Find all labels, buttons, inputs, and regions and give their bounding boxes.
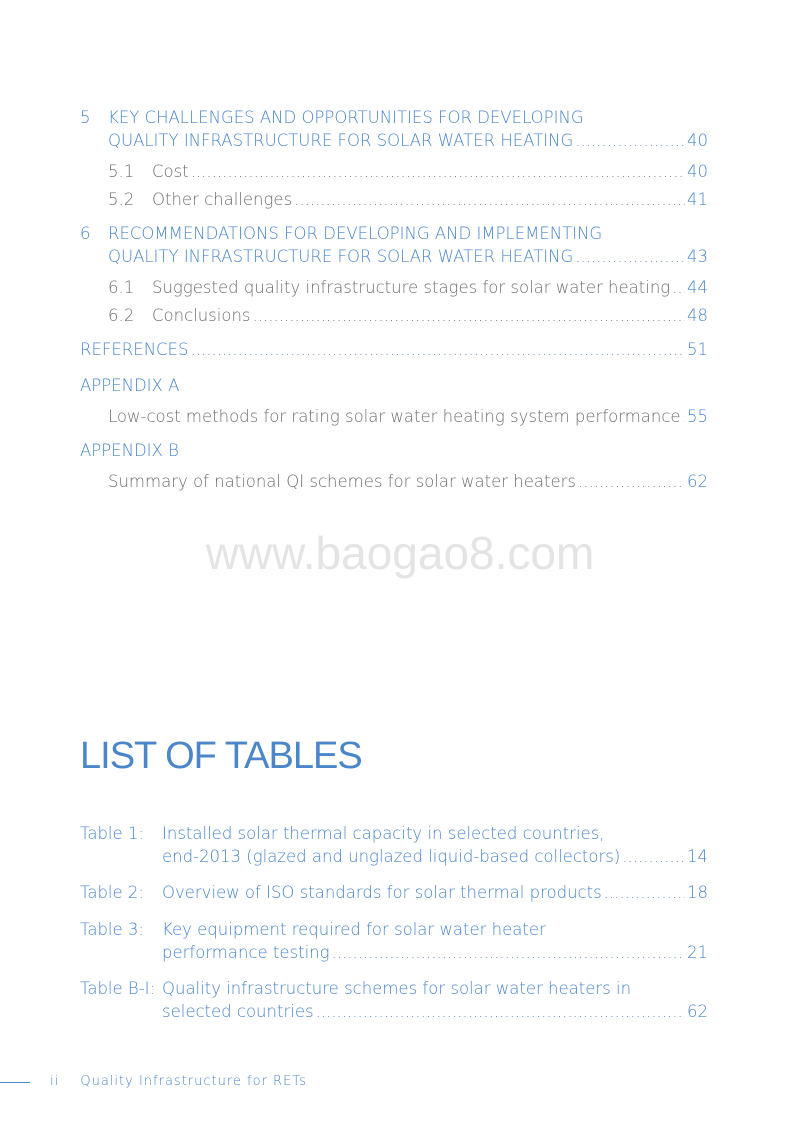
subsection-title: Other challenges: [152, 190, 293, 209]
page-footer: [50, 1074, 307, 1089]
page-number: 40: [687, 162, 708, 181]
dot-leader: [332, 941, 685, 964]
page-number: 41: [687, 190, 708, 209]
footer-title: Quality Infrastructure for RETs: [80, 1074, 307, 1089]
dot-leader: [575, 129, 685, 152]
footer-page-number: ii: [50, 1074, 60, 1089]
page-number: 14: [687, 847, 708, 866]
page-number: 51: [687, 340, 708, 359]
appendix-title: APPENDIX B: [80, 441, 179, 460]
section-title-line2: QUALITY INFRASTRUCTURE FOR SOLAR WATER HEATING: [108, 131, 574, 150]
dot-leader: [253, 304, 685, 327]
references-title: REFERENCES: [80, 340, 189, 359]
dot-leader: [316, 1000, 685, 1023]
section-number: 6: [80, 224, 91, 243]
dot-leader: [672, 276, 685, 299]
table-title-line2: performance testing: [162, 943, 330, 962]
table-title-line1: Key equipment required for solar water heater: [162, 920, 546, 939]
table-title-line1: Installed solar thermal capacity in selected countries,: [162, 824, 605, 843]
subsection-number: 5.2: [108, 190, 135, 209]
page-number: 55: [687, 407, 708, 426]
section-number: 5: [80, 108, 91, 127]
dot-leader: [622, 845, 685, 868]
page-number: 21: [687, 943, 708, 962]
table-label: Table 2:: [80, 883, 144, 902]
table-title-line2: end-2013 (glazed and unglazed liquid-based collectors): [162, 847, 621, 866]
dot-leader: [578, 470, 685, 493]
section-title-line1: RECOMMENDATIONS FOR DEVELOPING AND IMPLEMENTING: [108, 224, 603, 243]
page-number: 62: [687, 1002, 708, 1021]
section-title-line1: KEY CHALLENGES AND OPPORTUNITIES FOR DEVELOPING: [108, 108, 584, 127]
dot-leader: [191, 160, 685, 183]
list-of-tables-heading: LIST OF TABLES: [80, 735, 362, 777]
dot-leader: [604, 881, 685, 904]
page-number: 48: [687, 306, 708, 325]
page-number: 18: [687, 883, 708, 902]
dot-leader: [190, 338, 685, 361]
subsection-number: 6.1: [108, 278, 135, 297]
dot-leader: [683, 405, 685, 428]
appendix-subtitle: Low-cost methods for rating solar water heating system performance: [108, 407, 681, 426]
section-title-line2: QUALITY INFRASTRUCTURE FOR SOLAR WATER HEATING: [108, 247, 574, 266]
table-label: Table B-I:: [80, 979, 156, 998]
subsection-title: Cost: [152, 162, 189, 181]
page-number: 43: [687, 247, 708, 266]
subsection-title: Conclusions: [152, 306, 251, 325]
table-title-line2: selected countries: [162, 1002, 314, 1021]
appendix-subtitle: Summary of national QI schemes for solar water heaters: [108, 472, 577, 491]
page-number: 40: [687, 131, 708, 150]
appendix-title: APPENDIX A: [80, 376, 180, 395]
table-label: Table 3:: [80, 920, 144, 939]
dot-leader: [575, 245, 685, 268]
table-title-line1: Quality infrastructure schemes for solar water heaters in: [162, 979, 632, 998]
footer-rule: [0, 1082, 30, 1083]
subsection-number: 5.1: [108, 162, 135, 181]
subsection-number: 6.2: [108, 306, 135, 325]
dot-leader: [294, 188, 685, 211]
page-number: 62: [687, 472, 708, 491]
page-number: 44: [687, 278, 708, 297]
subsection-title: Suggested quality infrastructure stages for solar water heating: [152, 278, 671, 297]
table-label: Table 1:: [80, 824, 144, 843]
table-title-line1: Overview of ISO standards for solar thermal products: [162, 883, 602, 902]
watermark: www.baogao8.com: [205, 527, 595, 579]
